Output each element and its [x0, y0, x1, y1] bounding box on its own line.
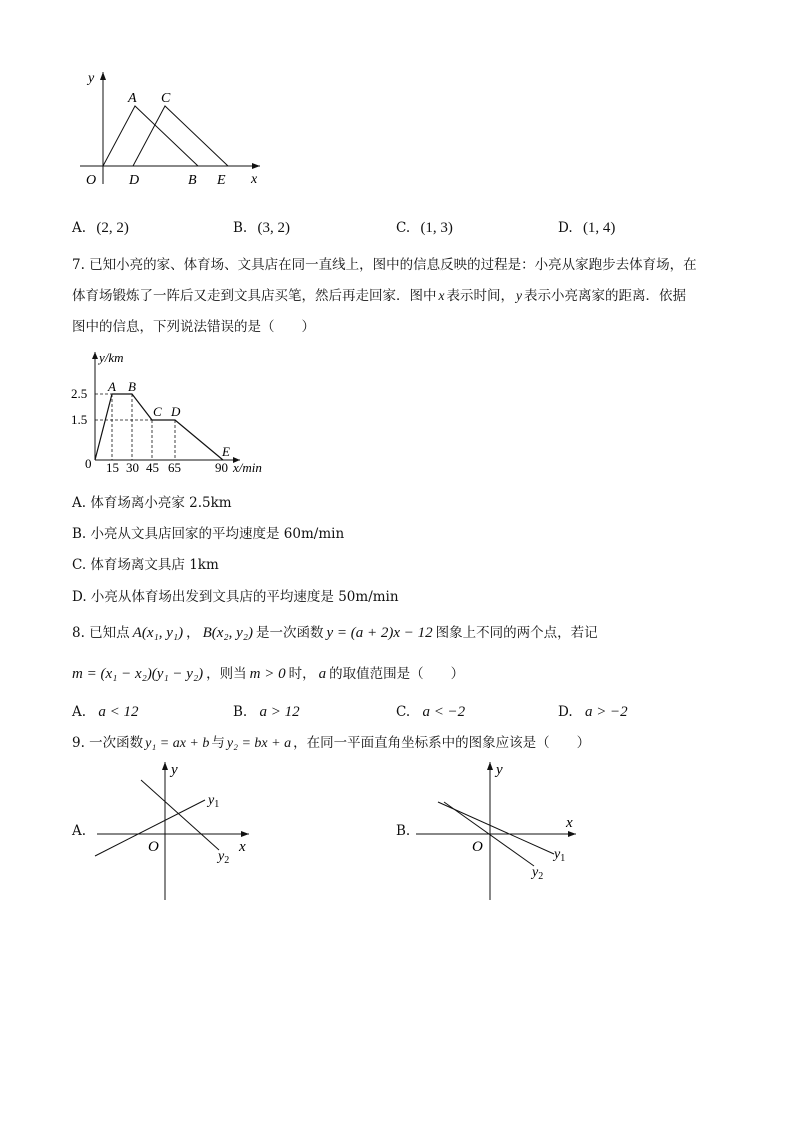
q9a-label-y1 — [206, 793, 219, 810]
q7-label-y25: 2.5 — [71, 386, 88, 401]
q9b-y-arrow — [487, 762, 493, 770]
q8-option-a[interactable] — [72, 703, 138, 721]
q8-option-c[interactable] — [396, 703, 465, 721]
q6-option-d[interactable] — [558, 219, 615, 237]
q9b-label-y: y — [496, 762, 503, 778]
q8-line1-pre: 8. 已知点 — [72, 625, 130, 641]
q8-option-c-value: a < −2 — [422, 704, 466, 720]
q7-line2-post: 表示小亮离家的距离．依据 — [524, 288, 686, 304]
q7-var-x: x — [438, 288, 445, 303]
q7-label-e: E — [222, 444, 230, 459]
q8-stem-line2 — [72, 665, 464, 683]
q9a-label-y2-letter: y — [218, 849, 225, 864]
q7-y-arrow — [92, 352, 98, 359]
q8-stem-line1 — [72, 624, 598, 642]
q7-label-zero: 0 — [85, 456, 92, 471]
q7-tick-45: 45 — [146, 460, 159, 475]
q8-var-a: a — [318, 666, 327, 682]
q6-option-d-value: (1, 4) — [582, 220, 616, 236]
q9a-label-y2 — [216, 849, 229, 866]
q8-line1-mid: 是一次函数 — [255, 625, 324, 641]
q7-tick-30: 30 — [126, 460, 139, 475]
q7-option-c[interactable]: C. 体育场离文具店 1km — [72, 557, 219, 573]
q8-line1-post: 图象上不同的两个点，若记 — [435, 625, 598, 641]
q9a-label-y2-sub: 2 — [224, 855, 230, 866]
q7-label-a: A — [108, 379, 116, 394]
q9a-x-arrow — [241, 831, 249, 837]
q6-option-c[interactable] — [396, 219, 453, 237]
q9b-label-y1 — [552, 847, 565, 864]
q8-line2-mid: ，则当 — [206, 666, 247, 682]
q6-option-a-label: A. — [72, 220, 87, 236]
q9a-label-y1-letter: y — [208, 793, 215, 808]
q8-option-d[interactable] — [558, 703, 628, 721]
q6-option-c-label: C. — [396, 220, 411, 236]
q6-option-b-label: B. — [233, 220, 248, 236]
q7-stem-line2 — [72, 287, 686, 305]
q7-option-d[interactable]: D. 小亮从体育场出发到文具店的平均速度是 50m/min — [72, 589, 399, 605]
q8-point-a: A(x₁, y₁) — [132, 625, 184, 641]
q8-option-b-value: a > 12 — [259, 704, 300, 720]
q9b-label-y2-letter: y — [532, 865, 539, 880]
q8-comma: ， — [186, 625, 200, 641]
q8-point-b: B(x₂, y₂) — [202, 625, 253, 641]
q6-label-x: x — [251, 172, 258, 187]
q8-option-d-label: D. — [558, 704, 573, 720]
q6-option-a[interactable] — [72, 219, 129, 237]
q7-figure — [68, 346, 278, 476]
q7-option-a[interactable]: A. 体育场离小亮家 2.5km — [72, 495, 232, 511]
q7-stem-line3: 图中的信息，下列说法错误的是（ ） — [72, 319, 315, 335]
q7-tick-90: 90 — [215, 460, 228, 475]
q6-option-c-value: (1, 3) — [420, 220, 453, 236]
q9a-label-y1-sub: 1 — [214, 799, 220, 810]
q7-line2-pre: 体育场锻炼了一阵后又走到文具店买笔，然后再走回家．图中 — [72, 288, 437, 304]
q7-tick-15: 15 — [106, 460, 119, 475]
q9b-label-o: O — [472, 839, 483, 855]
q6-label-d: D — [129, 173, 140, 188]
q7-label-b: B — [128, 379, 136, 394]
q6-y-arrow — [100, 72, 106, 80]
q9b-label-y2-sub: 2 — [538, 871, 544, 882]
q7-label-xaxis: x/min — [233, 460, 262, 475]
q6-option-b[interactable] — [233, 219, 290, 237]
q7-stem-line1: 7. 已知小亮的家、体育场、文具店在同一直线上，图中的信息反映的过程是：小亮从家跑步去体育场，在 — [72, 257, 697, 273]
q6-triangle-dce — [133, 106, 228, 166]
q9-option-b-label[interactable]: B. — [396, 823, 411, 839]
q7-label-c: C — [153, 404, 162, 419]
q9-option-b-graph[interactable] — [410, 756, 590, 904]
q6-figure — [70, 66, 270, 190]
q8-option-a-value: a < 12 — [98, 704, 139, 720]
q8-option-a-label: A. — [72, 704, 87, 720]
q8-function: y = (a + 2)x − 12 — [326, 625, 433, 641]
q9-func-1: y₁ = ax + b — [145, 736, 210, 751]
q9a-label-y: y — [171, 762, 178, 778]
q6-triangle-oab — [103, 106, 198, 166]
q8-line2-post1: 时， — [288, 666, 316, 682]
q9b-label-y2 — [530, 865, 543, 882]
q7-label-d: D — [171, 404, 181, 419]
q8-option-b[interactable] — [233, 703, 300, 721]
q9b-label-y1-sub: 1 — [560, 853, 566, 864]
q6-label-a: A — [128, 91, 137, 106]
q8-line2-post2: 的取值范围是（ ） — [329, 666, 465, 682]
q6-option-a-value: (2, 2) — [96, 220, 129, 236]
q7-tick-65: 65 — [168, 460, 181, 475]
q6-label-c: C — [161, 91, 171, 106]
q9-pre: 9. 一次函数 — [72, 735, 144, 751]
q9-mid: 与 — [211, 735, 225, 751]
q6-label-o: O — [86, 173, 97, 188]
q9b-label-x: x — [566, 815, 573, 831]
q6-label-y: y — [88, 71, 95, 86]
q8-option-c-label: C. — [396, 704, 411, 720]
q7-line2-mid: 表示时间， — [446, 288, 514, 304]
q9-option-a-graph[interactable] — [85, 756, 265, 904]
q9-stem — [72, 734, 590, 753]
q6-option-d-label: D. — [558, 220, 573, 236]
q9a-label-x: x — [239, 839, 246, 855]
q7-label-yaxis: y/km — [99, 350, 124, 365]
q8-condition: m > 0 — [249, 666, 286, 682]
q9b-label-y1-letter: y — [554, 847, 561, 862]
q8-m-expression: m = (x₁ − x₂)(y₁ − y₂) — [72, 666, 204, 682]
q9a-label-o: O — [148, 839, 159, 855]
q7-option-b[interactable]: B. 小亮从文具店回家的平均速度是 60m/min — [72, 526, 345, 542]
q6-x-arrow — [252, 163, 260, 169]
q9a-y-arrow — [162, 762, 168, 770]
q8-option-d-value: a > −2 — [584, 704, 628, 720]
q6-option-b-value: (3, 2) — [257, 220, 291, 236]
q6-label-b: B — [188, 173, 197, 188]
q9-post: ，在同一平面直角坐标系中的图象应该是（ ） — [293, 735, 591, 751]
q7-label-y15: 1.5 — [71, 412, 88, 427]
q8-option-b-label: B. — [233, 704, 248, 720]
q9b-x-arrow — [568, 831, 576, 837]
q9-option-a-label[interactable]: A. — [72, 823, 87, 839]
q9-func-2: y₂ = bx + a — [226, 736, 292, 751]
q6-label-e: E — [217, 173, 226, 188]
q7-var-y: y — [516, 288, 522, 303]
